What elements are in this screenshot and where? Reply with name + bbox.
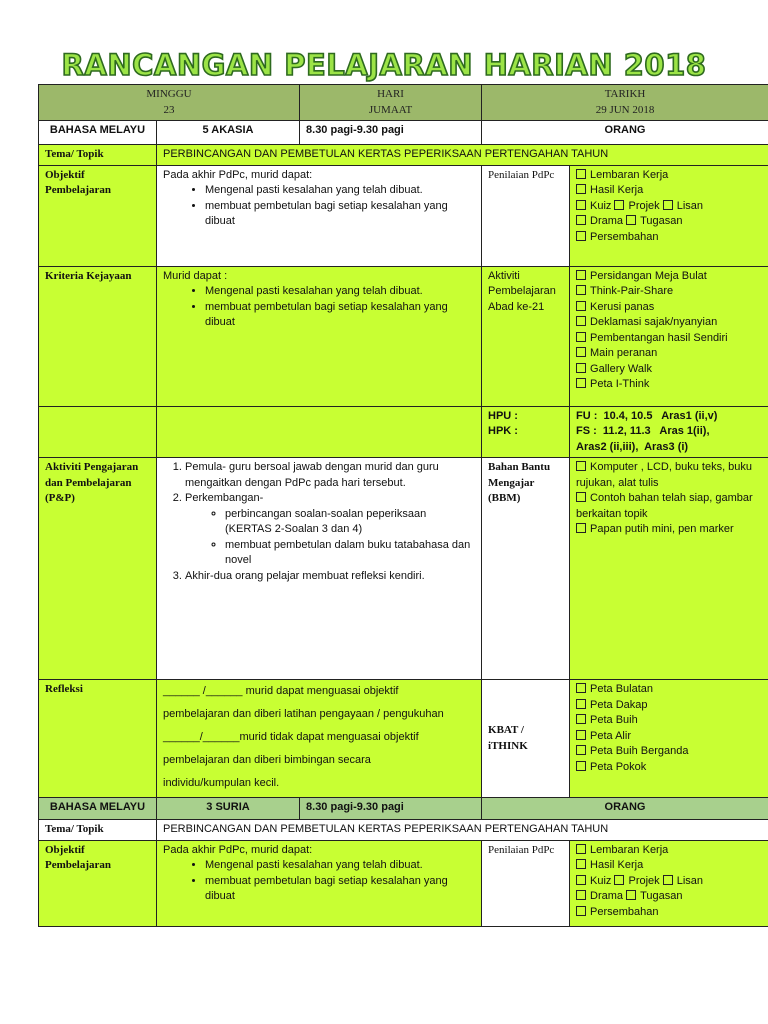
checkbox-label: Persembahan	[590, 230, 659, 243]
checkbox[interactable]	[576, 699, 586, 709]
checkbox[interactable]	[576, 890, 586, 900]
objektif-content	[157, 840, 482, 926]
checkbox[interactable]	[576, 200, 586, 210]
checkbox[interactable]	[576, 461, 586, 471]
list-item: • Mengenal pasti kesalahan yang telah dibuat.	[205, 858, 475, 874]
checkbox[interactable]	[576, 875, 586, 885]
objektif-intro: Pada akhir PdPc, murid dapat:	[163, 168, 313, 181]
minggu-label: MINGGU	[146, 88, 192, 100]
refleksi-label: Refleksi	[39, 680, 157, 798]
checkbox[interactable]	[576, 347, 586, 357]
checkbox-label: Persidangan Meja Bulat	[590, 269, 707, 282]
tarikh-label: TARIKH	[604, 88, 646, 100]
lesson1-kriteria-row	[39, 266, 768, 406]
checkbox[interactable]	[576, 378, 586, 388]
hpu-spacer-2	[157, 406, 482, 458]
lesson1-pp-row	[39, 458, 768, 680]
kriteria-list	[163, 284, 475, 331]
pp-substeps	[185, 507, 475, 569]
refleksi-line: ______/______murid tidak dapat menguasai objektif	[163, 731, 419, 743]
lesson1-tema-row	[39, 145, 768, 166]
checkbox-label: Lembaran Kerja	[590, 843, 669, 856]
hpu-labels	[482, 406, 570, 458]
checkbox[interactable]	[576, 363, 586, 373]
checkbox[interactable]	[576, 523, 586, 533]
kriteria-content	[157, 266, 482, 406]
lesson-plan-table	[38, 84, 768, 927]
checkbox-label: Gallery Walk	[590, 362, 652, 375]
checkbox-label: Kerusi panas	[590, 300, 655, 313]
kriteria-intro: Murid dapat :	[163, 269, 228, 282]
checkbox-label: Peta Dakap	[590, 698, 648, 711]
bbm-checklist	[570, 458, 768, 680]
hpk-label: HPK :	[488, 425, 518, 437]
lesson1-hpu-row	[39, 406, 768, 458]
checkbox-label: Main peranan	[590, 347, 658, 359]
lesson1-subject: BAHASA MELAYU	[39, 121, 157, 145]
checkbox-label: Persembahan	[590, 905, 659, 918]
lesson2-class: 3 SURIA	[157, 798, 300, 820]
kbat-label: KBAT / iTHINK	[482, 680, 570, 798]
tarikh-cell	[482, 85, 768, 121]
checkbox[interactable]	[626, 215, 636, 225]
hari-label: HARI	[377, 88, 404, 100]
checkbox[interactable]	[576, 332, 586, 342]
list-item	[185, 491, 475, 569]
checkbox[interactable]	[576, 683, 586, 693]
tema-text: PERBINCANGAN DAN PEMBETULAN KERTAS PEPERIKSAAN PERTENGAHAN TAHUN	[157, 145, 768, 166]
objektif-label: Objektif Pembelajaran	[39, 840, 157, 926]
tema-text: PERBINCANGAN DAN PEMBETULAN KERTAS PEPERIKSAAN PERTENGAHAN TAHUN	[157, 820, 768, 841]
hpu-values	[570, 406, 768, 458]
checkbox[interactable]	[576, 169, 586, 179]
checkbox[interactable]	[576, 285, 586, 295]
list-item: • Mengenal pasti kesalahan yang telah dibuat.	[205, 284, 475, 300]
tema-label: Tema/ Topik	[39, 820, 157, 841]
checkbox-label: Hasil Kerja	[590, 859, 644, 871]
list-item: ◦ perbincangan soalan-soalan peperiksaan (KERTAS 2-Soalan 3 dan 4)	[225, 507, 475, 538]
hpu-value-1: FU : 10.4, 10.5 Aras1 (ii,v)	[576, 409, 718, 422]
checkbox-label: Projek	[628, 874, 660, 887]
aktiviti21-checklist	[570, 266, 768, 406]
checkbox[interactable]	[614, 875, 624, 885]
checkbox[interactable]	[576, 745, 586, 755]
kbat-checklist	[570, 680, 768, 798]
minggu-value: 23	[163, 103, 175, 116]
checkbox[interactable]	[614, 200, 624, 210]
list-item: 3. Akhir-dua orang pelajar membuat refleksi kendiri.	[185, 569, 475, 585]
checkbox-label: Lisan	[676, 199, 704, 212]
lesson2-time: 8.30 pagi-9.30 pagi	[300, 798, 482, 820]
checkbox[interactable]	[576, 301, 586, 311]
list-item: • membuat pembetulan bagi setiap kesalahan yang dibuat	[205, 199, 475, 230]
checkbox[interactable]	[576, 906, 586, 916]
checkbox[interactable]	[576, 316, 586, 326]
list-item: • membuat pembetulan bagi setiap kesalahan yang dibuat	[205, 874, 475, 905]
objektif-intro: Pada akhir PdPc, murid dapat:	[163, 843, 313, 856]
checkbox[interactable]	[576, 270, 586, 280]
penilaian-checklist	[570, 840, 768, 926]
checkbox-label: Kuiz	[590, 199, 612, 212]
checkbox-label: Pembentangan hasil Sendiri	[590, 331, 728, 344]
tarikh-value: 29 JUN 2018	[595, 103, 655, 116]
header-row	[39, 85, 768, 121]
checkbox[interactable]	[576, 184, 586, 194]
tema-label: Tema/ Topik	[39, 145, 157, 166]
lesson2-subject: BAHASA MELAYU	[39, 798, 157, 820]
hpu-value-2: FS : 11.2, 11.3 Aras 1(ii),	[576, 425, 710, 437]
document-title: RANCANGAN PELAJARAN HARIAN 2018	[61, 48, 707, 82]
checkbox[interactable]	[576, 844, 586, 854]
refleksi-line: ______ /______ murid dapat menguasai objektif	[163, 685, 399, 697]
pp-steps	[163, 460, 475, 584]
checkbox-label: Think-Pair-Share	[590, 285, 674, 297]
pp-label: Aktiviti Pengajaran dan Pembelajaran (P&P)	[39, 458, 157, 680]
penilaian-checklist	[570, 165, 768, 266]
checkbox-label: Hasil Kerja	[590, 184, 644, 196]
list-item: ◦ membuat pembetulan dalam buku tatabahasa dan novel	[225, 538, 475, 569]
objektif-label: Objektif Pembelajaran	[39, 165, 157, 266]
checkbox-label: Kuiz	[590, 874, 612, 887]
checkbox[interactable]	[576, 714, 586, 724]
checkbox-label: Lembaran Kerja	[590, 168, 669, 181]
checkbox-label: Deklamasi sajak/nyanyian	[590, 316, 718, 328]
checkbox-label: Projek	[628, 199, 660, 212]
lesson1-info-row	[39, 121, 768, 145]
refleksi-line: pembelajaran dan diberi latihan pengayaan / pengukuhan	[163, 708, 444, 720]
checkbox-label: Komputer , LCD, buku teks, buku rujukan, alat tulis	[576, 461, 753, 489]
checkbox[interactable]	[576, 730, 586, 740]
list-item: • Mengenal pasti kesalahan yang telah dibuat.	[205, 183, 475, 199]
checkbox[interactable]	[576, 761, 586, 771]
checkbox-label: Drama	[590, 215, 624, 227]
penilaian-label: Penilaian PdPc	[482, 165, 570, 266]
hpu-label: HPU :	[488, 409, 518, 422]
checkbox[interactable]	[576, 215, 586, 225]
list-item: 1. Pemula- guru bersoal jawab dengan murid dan guru mengaitkan dengan PdPc pada hari tersebut.	[185, 460, 475, 491]
checkbox-label: Peta Alir	[590, 729, 631, 742]
pp-content	[157, 458, 482, 680]
lesson1-refleksi-row	[39, 680, 768, 798]
objektif-content	[157, 165, 482, 266]
checkbox[interactable]	[576, 492, 586, 502]
checkbox[interactable]	[663, 875, 673, 885]
hpu-spacer	[39, 406, 157, 458]
checkbox-label: Peta Buih	[590, 714, 638, 726]
hari-cell	[300, 85, 482, 121]
checkbox-label: Peta I-Think	[590, 378, 650, 390]
checkbox-label: Tugasan	[640, 215, 683, 227]
checkbox[interactable]	[576, 231, 586, 241]
checkbox[interactable]	[626, 890, 636, 900]
refleksi-line: pembelajaran dan diberi bimbingan secara	[163, 754, 371, 766]
checkbox-label: Drama	[590, 890, 624, 902]
checkbox-label: Peta Bulatan	[590, 683, 654, 695]
objektif-list	[163, 858, 475, 905]
lesson1-theme: ORANG	[482, 121, 768, 145]
step-title: Perkembangan-	[185, 492, 264, 504]
checkbox-label: Peta Buih Berganda	[590, 745, 689, 757]
lesson2-theme: ORANG	[482, 798, 768, 820]
bbm-label: Bahan Bantu Mengajar (BBM)	[482, 458, 570, 680]
refleksi-content	[157, 680, 482, 798]
refleksi-line: individu/kumpulan kecil.	[163, 777, 280, 789]
checkbox[interactable]	[663, 200, 673, 210]
aktiviti21-label: Aktiviti Pembelajaran Abad ke-21	[482, 266, 570, 406]
checkbox-label: Tugasan	[640, 890, 683, 902]
hpu-value-3: Aras2 (ii,iii), Aras3 (i)	[576, 440, 689, 453]
checkbox-label: Contoh bahan telah siap, gambar berkaitan topik	[576, 492, 753, 520]
lesson1-objektif-row	[39, 165, 768, 266]
hari-value: JUMAAT	[368, 103, 413, 116]
lesson2-objektif-row	[39, 840, 768, 926]
lesson1-class: 5 AKASIA	[157, 121, 300, 145]
checkbox[interactable]	[576, 859, 586, 869]
objektif-list	[163, 183, 475, 230]
checkbox-label: Papan putih mini, pen marker	[590, 523, 734, 535]
checkbox-label: Peta Pokok	[590, 760, 647, 773]
list-item: • membuat pembetulan bagi setiap kesalahan yang dibuat	[205, 300, 475, 331]
lesson2-info-row	[39, 798, 768, 820]
lesson2-tema-row	[39, 820, 768, 841]
kriteria-label: Kriteria Kejayaan	[39, 266, 157, 406]
checkbox-label: Lisan	[676, 874, 704, 887]
penilaian-label: Penilaian PdPc	[482, 840, 570, 926]
lesson1-time: 8.30 pagi-9.30 pagi	[300, 121, 482, 145]
minggu-cell	[39, 85, 300, 121]
